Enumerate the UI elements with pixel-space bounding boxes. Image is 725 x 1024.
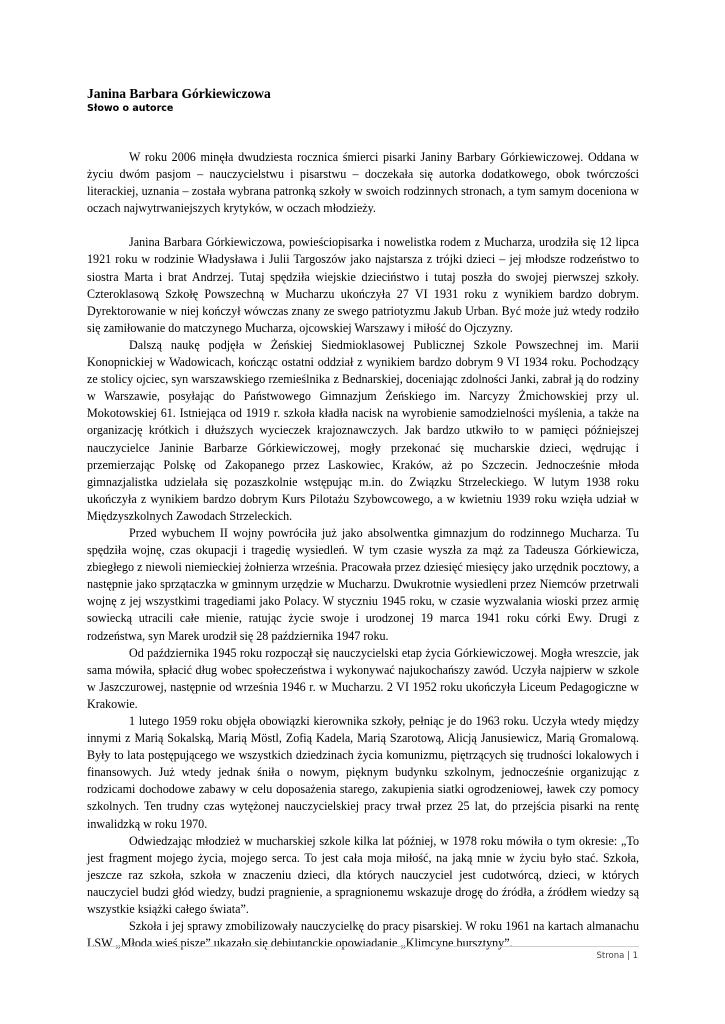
document-title: Janina Barbara Górkiewiczowa — [87, 86, 271, 101]
paragraph: Dalszą naukę podjęła w Żeńskiej Siedmioklasowej Publicznej Szkole Powszechnej im. Marii Konopnickiej w Wadowicach, kończąc ostatni oddział z wynikiem bardzo dobrym 9 VI 1934 roku. Pochodzący ze stolicy ojciec, syn warszawskiego rzemieślnika z Bednarskiej, doceniając zdolności Janki, zabrał ją do rodziny w Warszawie, posyłając do Państwowego Gimnazjum Żeńskiego im. Narcyzy Żmichowskiej przy ul. Mokotowskiej 61. Istniejąca od 1919 r. szkoła kładła nacisk na wyrobienie samodzielności myślenia, a także na organizację krótkich i dłuższych wycieczek krajoznawczych. Jak bardzo utkwiło to w pamięci późniejszej nauczycielce Janinie Barbarze Górkiewiczowej, mogły przekonać się mucharskie dzieci, wędrując i przemierzając Polskę od Zakopanego przez Laskowiec, Kraków, aż po Szczecin. Jednocześnie młoda gimnazjalistka udzielała się pozaszkolnie wstępując m.in. do Związku Strzeleckiego. W lutym 1938 roku ukończyła z wynikiem bardzo dobrym Kurs Pilotażu Szybowcowego, a w kwietniu 1939 roku wzięła udział w Międzyszkolnych Zawodach Strzeleckich. — [87, 337, 639, 523]
page-number: Strona | 1 — [596, 951, 638, 961]
paragraph: 1 lutego 1959 roku objęła obowiązki kierownika szkoły, pełniąc je do 1963 roku. Uczyła wtedy między innymi z Marią Sokalską, Marią Möstl, Zofią Kadela, Marią Szarotową, Alicją Janusiewicz, Marią Gromalową. Były to lata postępującego we wszystkich dziedzinach życia komunizmu, piętrzących się trudności lokalowych i finansowych. Już wtedy jednak śniła o nowym, pięknym budynku szkolnym, jednocześnie organizując z rodzicami dochodowe zabawy w celu doposażenia starego, zakupienia siatki ogrodzeniowej, ławek czy pomocy szkolnych. Ten trudny czas wytężonej nauczycielskiej pracy trwał przez 25 lat, do przejścia pisarki na rentę inwalidzką w roku 1970. — [87, 714, 639, 831]
footer-divider — [87, 946, 639, 947]
paragraph: W roku 2006 minęła dwudziesta rocznica śmierci pisarki Janiny Barbary Górkiewiczowej. Oddana w życiu dwóm pasjom – nauczycielstwu i pisarstwu – doczekała się autorka dodatkowego, obok twórczości literackiej, uznania – została wybrana patronką szkoły w swoich rodzinnych stronach, a tym samym doceniona w oczach najwytrwaniejszych krytyków, w oczach młodzieży. — [87, 150, 639, 216]
document-subtitle: Słowo o autorce — [87, 103, 174, 114]
paragraph: Odwiedzając młodzież w mucharskiej szkole kilka lat później, w 1978 roku mówiła o tym okresie: „To jest fragment mojego życia, mojego serca. To jest cała moja miłość, na jaką mnie w życiu było stać. Szkoła, jeszcze raz szkoła, szkoła w znaczeniu dzieci, dla których nauczyciel jest cudotwórcą, dzieci, w których nauczyciel budzi głód wiedzy, budzi pragnienie, a spragnionemu wskazuje drogę do źródła, a źródłem wiedzy są wszystkie książki całego świata”. — [87, 833, 639, 917]
document-body — [87, 149, 639, 952]
paragraph: Szkoła i jej sprawy zmobilizowały nauczycielkę do pracy pisarskiej. W roku 1961 na kartach almanachu LSW „Młoda wieś pisze” ukazało się debiutanckie opowiadanie „Klimcyne bursztyny”. — [87, 919, 639, 951]
paragraph: Przed wybuchem II wojny powróciła już jako absolwentka gimnazjum do rodzinnego Mucharza. Tu spędziła wojnę, czas okupacji i tragedię wysiedleń. W tym czasie wyszła za mąż za Tadeusza Górkiewicza, zbiegłego z niewoli niemieckiej żołnierza września. Pracowała przez dziesięć miesięcy jako urzędnik pocztowy, a następnie jako sprzątaczka w gminnym urzędzie w Mucharzu. Dwukrotnie wysiedleni przez Niemców przetrwali wojnę z jej wszystkimi tragediami jako Polacy. W styczniu 1945 roku, w czasie wyzwalania wioski przez armię sowiecką utracili całe mienie, ratując życie swoje i urodzonej 19 marca 1941 roku córki Ewy. Drugi z rodzeństwa, syn Marek urodził się 28 października 1947 roku. — [87, 525, 639, 643]
paragraph: Od października 1945 roku rozpoczął się nauczycielski etap życia Górkiewiczowej. Mogła wreszcie, jak sama mówiła, spłacić dług wobec społeczeństwa i wykonywać najukochańszy zawód. Uczyła najpierw w szkole w Jaszczurowej, następnie od września 1946 r. w Mucharzu. 2 VI 1952 roku ukończyła Liceum Pedagogiczne w Krakowie. — [87, 645, 639, 711]
paragraph: Janina Barbara Górkiewiczowa, powieściopisarka i nowelistka rodem z Mucharza, urodziła się 12 lipca 1921 roku w rodzinie Władysława i Julii Targoszów jako najstarsza z trójki dzieci – jej młodsze rodzeństwo to siostra Marta i brat Andrzej. Tutaj spędziła wiejskie dzieciństwo i tutaj poszła do swojej pierwszej szkoły. Czteroklasową Szkołę Powszechną w Mucharzu ukończyła 27 VI 1931 roku z wynikiem bardzo dobrym. Dyrektorowanie w niej kończył wówczas znany ze swego patriotyzmu Jakub Urban. Być może już wtedy rodziło się zamiłowanie do matczynego Mucharza, ojcowskiej Warszawy i miłość do Ojczyzny. — [87, 235, 639, 335]
